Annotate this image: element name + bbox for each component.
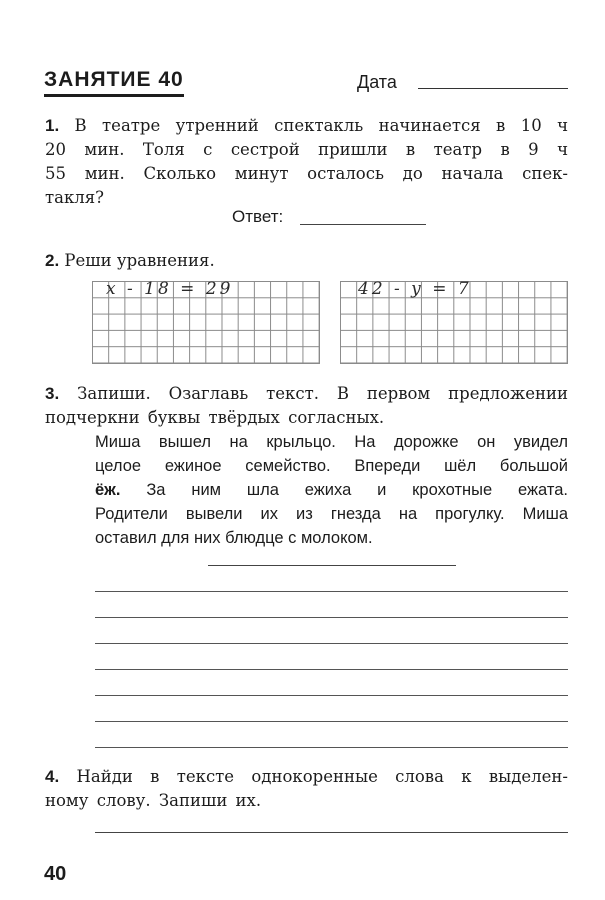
writing-line[interactable]: [95, 591, 568, 592]
task-4-line-2: ному слову. Запиши их.: [45, 791, 262, 810]
task-3-line-2: подчеркни буквы твёрдых согласных.: [45, 408, 385, 427]
answer-field-line[interactable]: [300, 224, 426, 225]
writing-line[interactable]: [95, 695, 568, 696]
date-label: Дата: [357, 72, 397, 92]
reading-line: Родители вывели их из гнезда на прогулку. Миша: [95, 505, 568, 523]
answer-label: Ответ:: [232, 207, 284, 226]
reading-line: ёж. За ним шла ежиха и крохотные ежата.: [95, 481, 568, 499]
task-3: [45, 382, 568, 430]
reading-line: оставил для них блюдце с молоком.: [95, 529, 373, 547]
highlighted-word: ёж.: [95, 481, 121, 499]
task-1-number: 1.: [45, 116, 60, 135]
page-number: 40: [44, 863, 67, 885]
task-2-number: 2.: [45, 251, 60, 270]
writing-line[interactable]: [95, 643, 568, 644]
task-3-line-1: 3. Запиши. Озаглавь текст. В первом предложении: [45, 384, 568, 403]
task-4-answer-line[interactable]: [95, 832, 568, 833]
reading-line: целое ежиное семейство. Впереди шёл большой: [95, 457, 568, 475]
reading-passage: [95, 430, 568, 550]
task-3-number: 3.: [45, 384, 60, 403]
task-1: [45, 114, 568, 210]
equation-2-handwritten: 42 - y = 7: [358, 279, 472, 299]
task-1-line-3: 55 мин. Сколько минут осталось до начала спек-: [45, 164, 568, 183]
text-title-line[interactable]: [208, 565, 456, 566]
task-1-line-1: 1. В театре утренний спектакль начинается в 10 ч: [45, 116, 568, 135]
lesson-title: ЗАНЯТИЕ 40: [44, 68, 184, 97]
task-4: [45, 765, 568, 813]
writing-line[interactable]: [95, 721, 568, 722]
task-2-text: Реши уравнения.: [59, 251, 215, 270]
task-1-line-4: такля?: [45, 188, 105, 207]
equation-1-handwritten: x - 18 = 29: [106, 279, 234, 299]
reading-line: Миша вышел на крыльцо. На дорожке он увидел: [95, 433, 568, 451]
writing-line[interactable]: [95, 617, 568, 618]
task-4-line-1: 4. Найди в тексте однокоренные слова к выделен-: [45, 767, 568, 786]
task-1-line-2: 20 мин. Толя с сестрой пришли в театр в 9 ч: [45, 140, 568, 159]
writing-line[interactable]: [95, 669, 568, 670]
task-4-number: 4.: [45, 767, 60, 786]
date-field-line[interactable]: [418, 88, 568, 89]
task-2: [45, 249, 215, 273]
writing-line[interactable]: [95, 747, 568, 748]
